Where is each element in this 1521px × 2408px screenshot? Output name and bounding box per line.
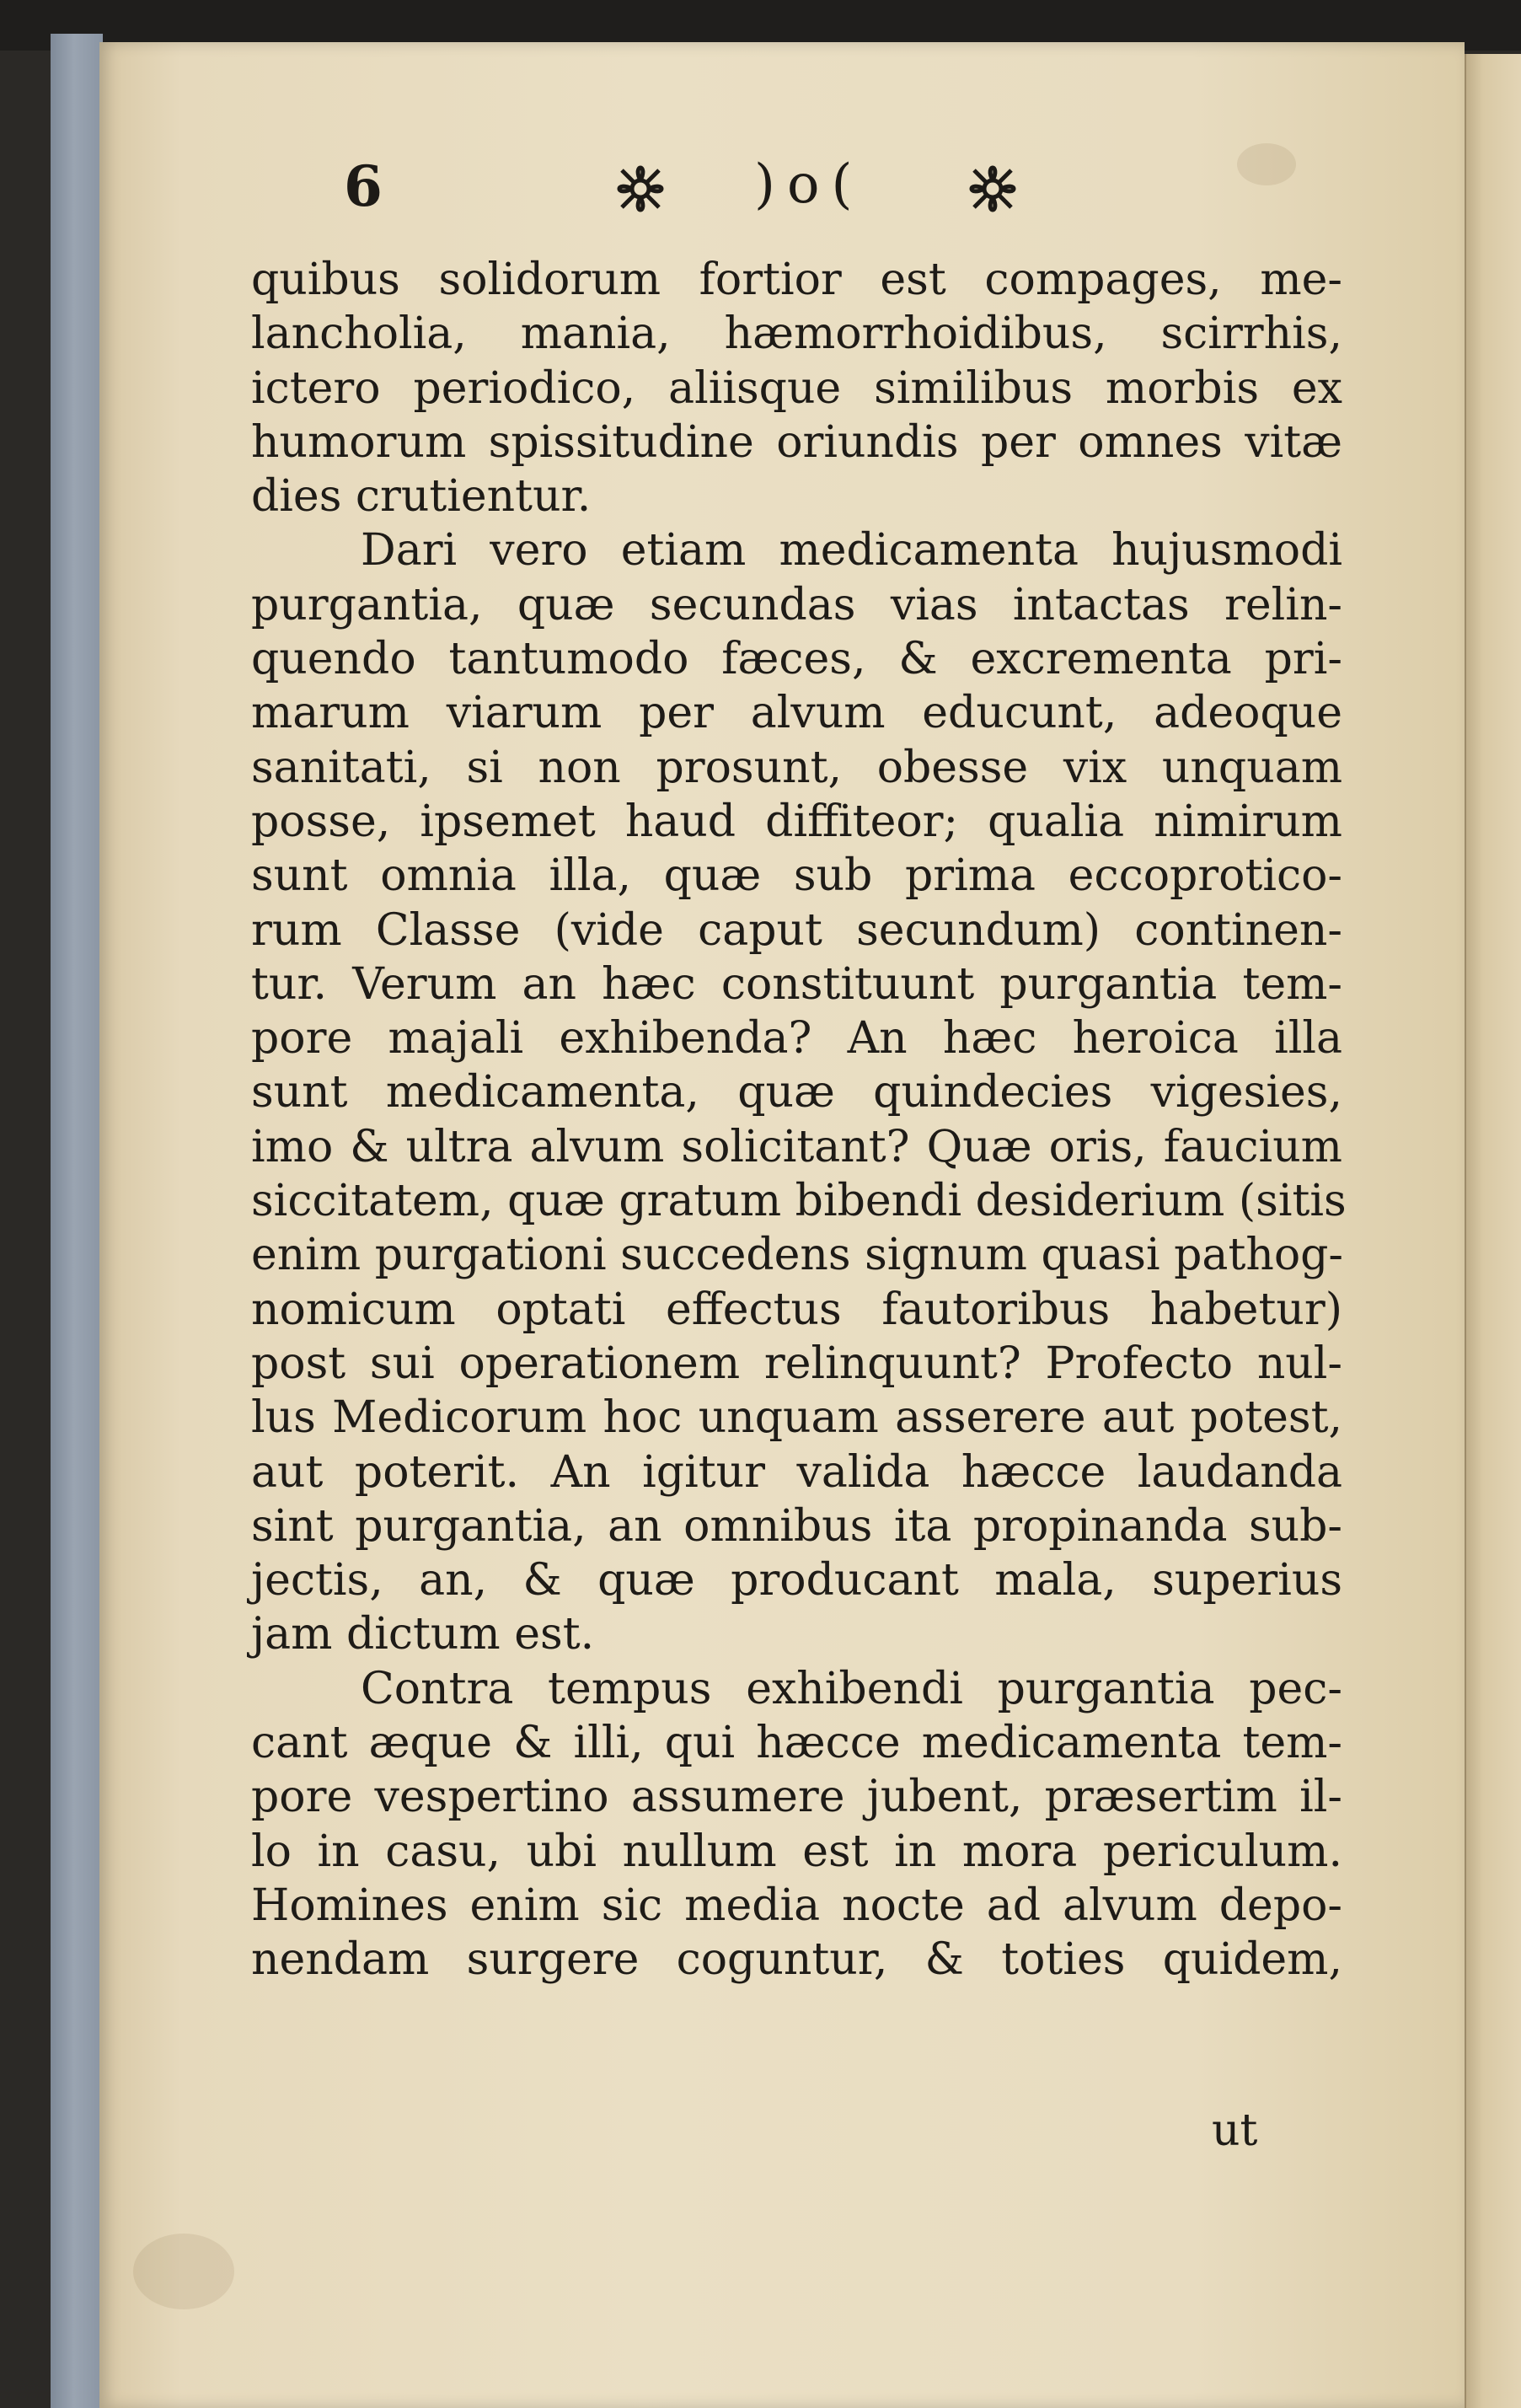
text-line: post sui operationem relinquunt? Profecto nul- <box>251 1338 1342 1389</box>
fleuron-left-icon <box>607 155 674 223</box>
text-line: sunt medicamenta, quæ quindecies vigesies, <box>251 1067 1342 1118</box>
text-line: humorum spissitudine oriundis per omnes vitæ <box>251 416 1342 468</box>
text-line: lus Medicorum hoc unquam asserere aut potest, <box>251 1392 1342 1444</box>
paper-stain <box>133 2234 234 2309</box>
text-line: Contra tempus exhibendi purgantia pec- <box>361 1663 1342 1714</box>
text-line: imo & ultra alvum solicitant? Quæ oris, faucium <box>251 1121 1342 1172</box>
adjacent-page-edge <box>1465 54 1521 2408</box>
text-line: purgantia, quæ secundas vias intactas relin- <box>251 579 1342 630</box>
text-line: nendam surgere coguntur, & toties quidem, <box>251 1934 1342 1986</box>
text-line: pore vespertino assumere jubent, præsertim il- <box>251 1772 1342 1823</box>
text-line: nomicum optati effectus fautoribus habetur) <box>251 1284 1342 1335</box>
text-line: sunt omnia illa, quæ sub prima eccoprotico- <box>251 850 1342 902</box>
text-line: marum viarum per alvum educunt, adeoque <box>251 688 1342 739</box>
text-line: jam dictum est. <box>251 1609 595 1660</box>
header-ornament-text: )o( <box>754 153 865 216</box>
text-line: ictero periodico, aliisque similibus morbis ex <box>251 362 1342 414</box>
text-line: rum Classe (vide caput secundum) continen- <box>251 904 1342 956</box>
catchword: ut <box>1212 2105 1258 2156</box>
text-line: siccitatem, quæ gratum bibendi desiderium (sitis <box>251 1176 1347 1227</box>
text-line: aut poterit. An igitur valida hæcce laudanda <box>251 1446 1342 1498</box>
text-line: tur. Verum an hæc constituunt purgantia tem- <box>251 958 1342 1010</box>
book-binding <box>51 34 103 2408</box>
text-line: pore majali exhibenda? An hæc heroica illa <box>251 1013 1342 1065</box>
text-line: sint purgantia, an omnibus ita propinanda sub- <box>251 1500 1342 1552</box>
text-line: quendo tantumodo fæces, & excrementa pri- <box>251 634 1342 685</box>
text-line: jectis, an, & quæ producant mala, superius <box>251 1555 1342 1606</box>
text-line: lo in casu, ubi nullum est in mora periculum. <box>251 1826 1342 1877</box>
text-line: Dari vero etiam medicamenta hujusmodi <box>361 525 1342 577</box>
paper-stain <box>1237 143 1296 185</box>
page-header <box>329 153 1154 229</box>
text-line: dies crutientur. <box>251 471 592 523</box>
text-line: cant æque & illi, qui hæcce medicamenta tem- <box>251 1718 1342 1769</box>
text-line: sanitati, si non prosunt, obesse vix unquam <box>251 742 1342 793</box>
text-line: quibus solidorum fortior est compages, me- <box>251 255 1342 305</box>
text-line: enim purgationi succedens signum quasi pathog- <box>251 1230 1343 1281</box>
body-text <box>251 253 1347 1987</box>
fleuron-right-icon <box>959 155 1026 223</box>
text-line: posse, ipsemet haud diffiteor; qualia nimirum <box>251 796 1342 847</box>
page-number: 6 <box>344 153 383 219</box>
text-line: Homines enim sic media nocte ad alvum depo- <box>251 1880 1342 1931</box>
text-line: lancholia, mania, hæmorrhoidibus, scirrhis, <box>251 308 1342 360</box>
